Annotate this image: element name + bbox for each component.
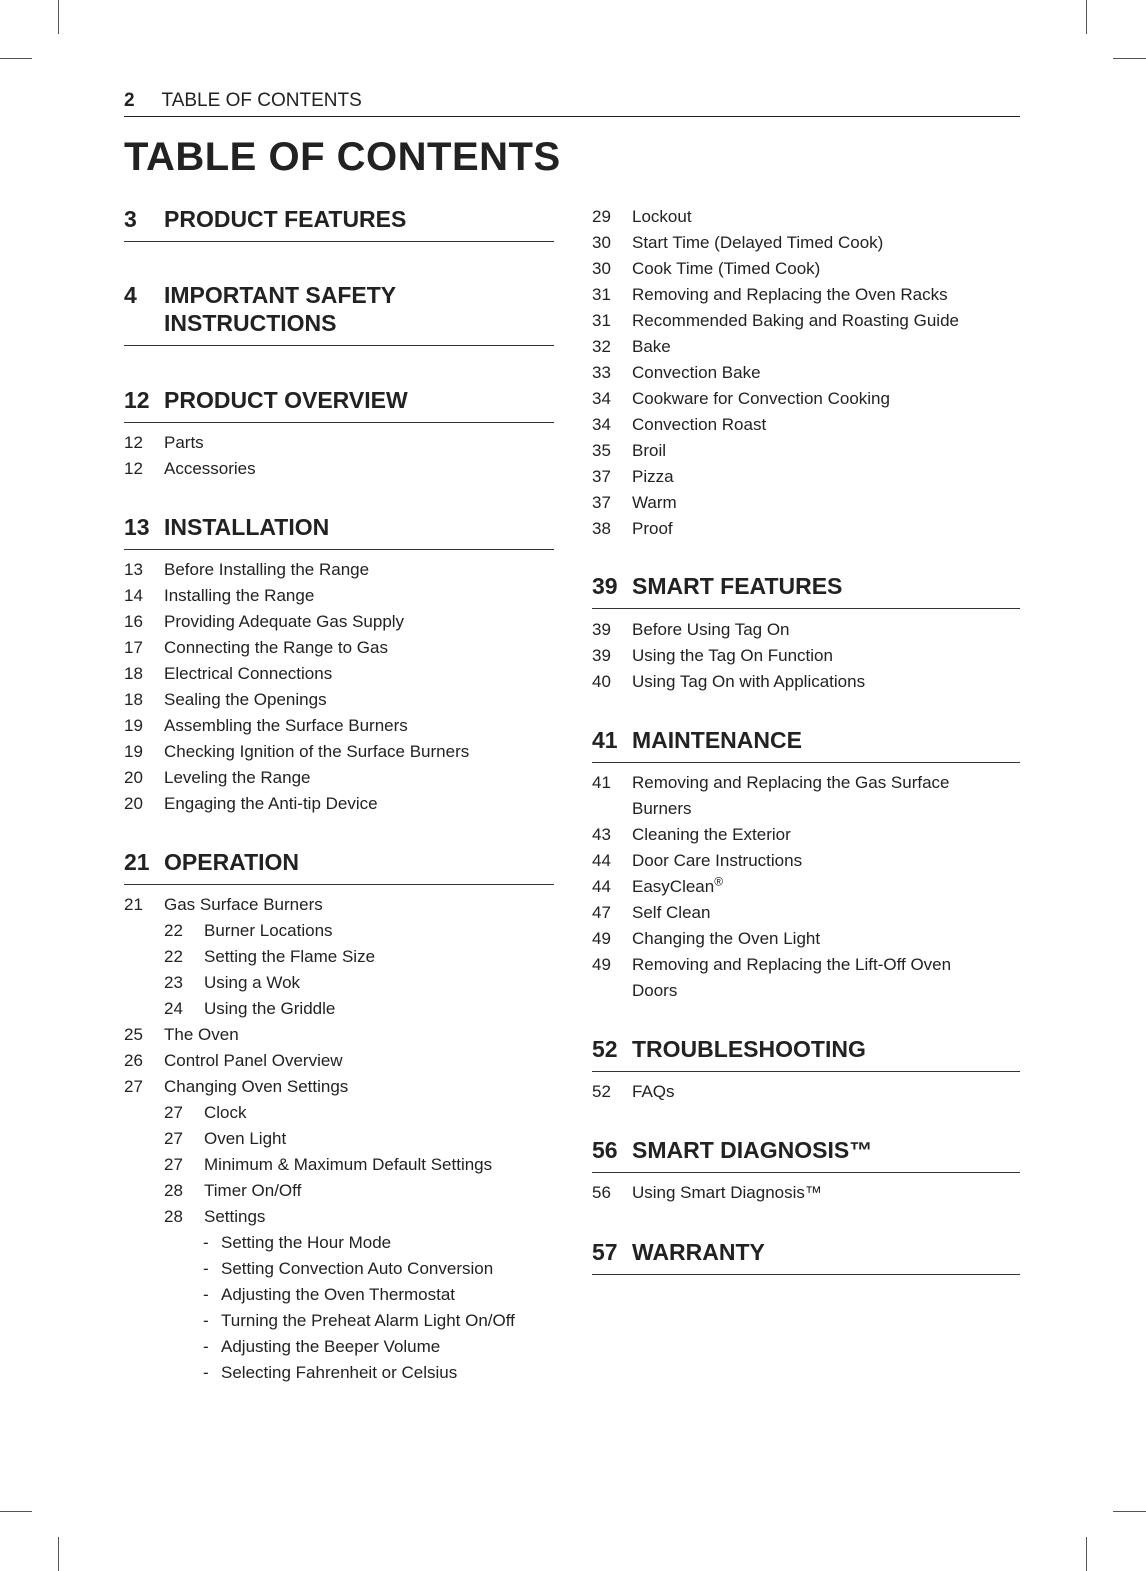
entry-page: 27 bbox=[164, 1155, 183, 1174]
entry-label: Control Panel Overview bbox=[164, 1051, 343, 1070]
entry-page: 28 bbox=[164, 1181, 183, 1200]
entry-page: 33 bbox=[592, 363, 611, 382]
section-title: PRODUCT FEATURES bbox=[164, 206, 407, 232]
toc-section-safety[interactable] bbox=[124, 281, 554, 346]
toc-section-smart-diagnosis[interactable] bbox=[592, 1136, 1020, 1173]
entry-label: FAQs bbox=[632, 1082, 675, 1101]
entry-page: 30 bbox=[592, 259, 611, 278]
entry-label: Gas Surface Burners bbox=[164, 895, 323, 914]
entry-page: 12 bbox=[124, 459, 143, 478]
entry-page: 25 bbox=[124, 1025, 143, 1044]
entry-label: Lockout bbox=[632, 207, 692, 226]
entry-page: 39 bbox=[592, 646, 611, 665]
entry-page: 18 bbox=[124, 664, 143, 683]
entry-label: Adjusting the Beeper Volume bbox=[221, 1337, 441, 1356]
entry-page: 49 bbox=[592, 929, 611, 948]
entry-label: Minimum & Maximum Default Settings bbox=[204, 1155, 493, 1174]
entry-page: 23 bbox=[164, 973, 183, 992]
entry-page: 35 bbox=[592, 441, 611, 460]
section-title: MAINTENANCE bbox=[632, 727, 802, 753]
entry-label: Broil bbox=[632, 441, 667, 460]
entry-label: Removing and Replacing the Oven Racks bbox=[632, 285, 948, 304]
entry-page: 37 bbox=[592, 493, 611, 512]
entry-page: 20 bbox=[124, 768, 143, 787]
section-page-number: 12 bbox=[124, 387, 150, 413]
entry-page: 40 bbox=[592, 672, 611, 691]
entry-label: Providing Adequate Gas Supply bbox=[164, 612, 405, 631]
entry-label: Cleaning the Exterior bbox=[632, 825, 791, 844]
entry-page: 49 bbox=[592, 955, 611, 974]
entry-label: Door Care Instructions bbox=[632, 851, 803, 870]
entry-label bbox=[632, 874, 1020, 900]
section-title: IMPORTANT SAFETY INSTRUCTIONS bbox=[164, 282, 396, 336]
entry-page: 13 bbox=[124, 560, 143, 579]
entry-label: Adjusting the Oven Thermostat bbox=[221, 1285, 456, 1304]
entry-label: Cookware for Convection Cooking bbox=[632, 389, 890, 408]
entry-label: Recommended Baking and Roasting Guide bbox=[632, 311, 959, 330]
entry-page: 20 bbox=[124, 794, 143, 813]
section-title: WARRANTY bbox=[632, 1239, 765, 1265]
crop-mark bbox=[58, 0, 59, 34]
entry-label: Parts bbox=[164, 433, 204, 452]
entry-label: Changing the Oven Light bbox=[632, 929, 821, 948]
section-title: SMART FEATURES bbox=[632, 573, 843, 599]
entry-label: Convection Roast bbox=[632, 415, 767, 434]
entry-label: Start Time (Delayed Timed Cook) bbox=[632, 233, 884, 252]
toc-section-maintenance[interactable] bbox=[592, 726, 1020, 763]
entry-label: Bake bbox=[632, 337, 671, 356]
section-page-number: 56 bbox=[592, 1137, 618, 1163]
entry-page: 30 bbox=[592, 233, 611, 252]
section-page-number: 3 bbox=[124, 206, 137, 232]
entry-label: Before Using Tag On bbox=[632, 620, 790, 639]
entry-page: 31 bbox=[592, 311, 611, 330]
entry-page: 18 bbox=[124, 690, 143, 709]
entry-page: 17 bbox=[124, 638, 143, 657]
toc-section-product-features[interactable] bbox=[124, 205, 554, 242]
entry-page: 38 bbox=[592, 519, 611, 538]
entry-label: Clock bbox=[204, 1103, 247, 1122]
toc-section-warranty[interactable] bbox=[592, 1238, 1020, 1275]
section-page-number: 52 bbox=[592, 1036, 618, 1062]
entry-label: Checking Ignition of the Surface Burners bbox=[164, 742, 470, 761]
entry-label: Pizza bbox=[632, 467, 674, 486]
toc-section-operation[interactable] bbox=[124, 848, 554, 885]
entry-page: 31 bbox=[592, 285, 611, 304]
entry-label: Timer On/Off bbox=[204, 1181, 302, 1200]
entry-label: Installing the Range bbox=[164, 586, 315, 605]
entry-label: Connecting the Range to Gas bbox=[164, 638, 388, 657]
entry-page: 32 bbox=[592, 337, 611, 356]
toc-section-installation[interactable] bbox=[124, 513, 554, 550]
entry-page: 34 bbox=[592, 415, 611, 434]
entry-label: Assembling the Surface Burners bbox=[164, 716, 408, 735]
entry-label: Oven Light bbox=[204, 1129, 287, 1148]
entry-page: 12 bbox=[124, 433, 143, 452]
entry-label: Before Installing the Range bbox=[164, 560, 370, 579]
section-page-number: 41 bbox=[592, 727, 618, 753]
entry-label: Burner Locations bbox=[204, 921, 333, 940]
entry-page: 37 bbox=[592, 467, 611, 486]
entry-page: 24 bbox=[164, 999, 183, 1018]
entry-label: Sealing the Openings bbox=[164, 690, 327, 709]
entry-page: 28 bbox=[164, 1207, 183, 1226]
section-title: INSTALLATION bbox=[164, 514, 330, 540]
entry-label: Warm bbox=[632, 493, 677, 512]
section-page-number: 57 bbox=[592, 1239, 618, 1265]
section-page-number: 4 bbox=[124, 282, 137, 308]
crop-mark bbox=[1086, 0, 1087, 34]
entry-page: 26 bbox=[124, 1051, 143, 1070]
entry-label: Self Clean bbox=[632, 903, 711, 922]
entry-label-text: EasyClean bbox=[632, 877, 715, 896]
entry-label: Using the Griddle bbox=[204, 999, 336, 1018]
entry-label: Turning the Preheat Alarm Light On/Off bbox=[221, 1311, 515, 1330]
section-page-number: 21 bbox=[124, 849, 150, 875]
entry-page: 16 bbox=[124, 612, 143, 631]
entry-page: 29 bbox=[592, 207, 611, 226]
page-title: TABLE OF CONTENTS bbox=[124, 135, 561, 179]
entry-label: Convection Bake bbox=[632, 363, 761, 382]
entry-page: 27 bbox=[124, 1077, 143, 1096]
entry-page: 44 bbox=[592, 877, 611, 896]
section-title: SMART DIAGNOSIS™ bbox=[632, 1137, 873, 1163]
entry-label: Removing and Replacing the Gas Surface Burners bbox=[632, 773, 950, 818]
entry-page: 44 bbox=[592, 851, 611, 870]
toc-section-product-overview[interactable] bbox=[124, 386, 554, 423]
entry-page: 14 bbox=[124, 586, 143, 605]
entry-page: 19 bbox=[124, 716, 143, 735]
entry-page: 56 bbox=[592, 1183, 611, 1202]
entry-page: 47 bbox=[592, 903, 611, 922]
entry-page: 39 bbox=[592, 620, 611, 639]
crop-mark bbox=[1086, 1537, 1087, 1571]
section-title: PRODUCT OVERVIEW bbox=[164, 387, 408, 413]
entry-label: Accessories bbox=[164, 459, 256, 478]
section-title: OPERATION bbox=[164, 849, 300, 875]
entry-label: Using a Wok bbox=[204, 973, 301, 992]
entry-label: Cook Time (Timed Cook) bbox=[632, 259, 821, 278]
entry-label: Setting the Hour Mode bbox=[221, 1233, 392, 1252]
entry-label: Setting the Flame Size bbox=[204, 947, 376, 966]
entry-label: Using the Tag On Function bbox=[632, 646, 833, 665]
entry-page: 43 bbox=[592, 825, 611, 844]
entry-label: Using Tag On with Applications bbox=[632, 672, 866, 691]
toc-section-smart-features[interactable] bbox=[592, 572, 1020, 609]
entry-page: 22 bbox=[164, 921, 183, 940]
entry-label: Leveling the Range bbox=[164, 768, 311, 787]
entry-page: 19 bbox=[124, 742, 143, 761]
entry-page: 34 bbox=[592, 389, 611, 408]
section-page-number: 39 bbox=[592, 573, 618, 599]
toc-section-troubleshooting[interactable] bbox=[592, 1035, 1020, 1072]
entry-label: Proof bbox=[632, 519, 673, 538]
crop-mark bbox=[58, 1537, 59, 1571]
entry-label: Engaging the Anti-tip Device bbox=[164, 794, 378, 813]
running-title: TABLE OF CONTENTS bbox=[161, 90, 362, 111]
crop-mark bbox=[0, 58, 32, 59]
crop-mark bbox=[1113, 58, 1146, 59]
entry-label: Changing Oven Settings bbox=[164, 1077, 349, 1096]
entry-page: 52 bbox=[592, 1082, 611, 1101]
entry-label: Removing and Replacing the Lift-Off Oven Doors bbox=[632, 955, 952, 1000]
page-number: 2 bbox=[124, 90, 135, 111]
entry-page: 41 bbox=[592, 773, 611, 792]
section-page-number: 13 bbox=[124, 514, 150, 540]
entry-label: Settings bbox=[204, 1207, 266, 1226]
crop-mark bbox=[0, 1511, 32, 1512]
registered-mark: ® bbox=[714, 874, 724, 889]
entry-label: The Oven bbox=[164, 1025, 239, 1044]
entry-page: 27 bbox=[164, 1103, 183, 1122]
entry-page: 22 bbox=[164, 947, 183, 966]
entry-label: Using Smart Diagnosis™ bbox=[632, 1183, 822, 1202]
entry-label: Selecting Fahrenheit or Celsius bbox=[221, 1363, 458, 1382]
entry-page: 21 bbox=[124, 895, 143, 914]
running-header bbox=[124, 90, 1020, 117]
entry-label: Setting Convection Auto Conversion bbox=[221, 1259, 494, 1278]
entry-label: Electrical Connections bbox=[164, 664, 333, 683]
entry-page: 27 bbox=[164, 1129, 183, 1148]
section-title: TROUBLESHOOTING bbox=[632, 1036, 866, 1062]
crop-mark bbox=[1113, 1511, 1146, 1512]
